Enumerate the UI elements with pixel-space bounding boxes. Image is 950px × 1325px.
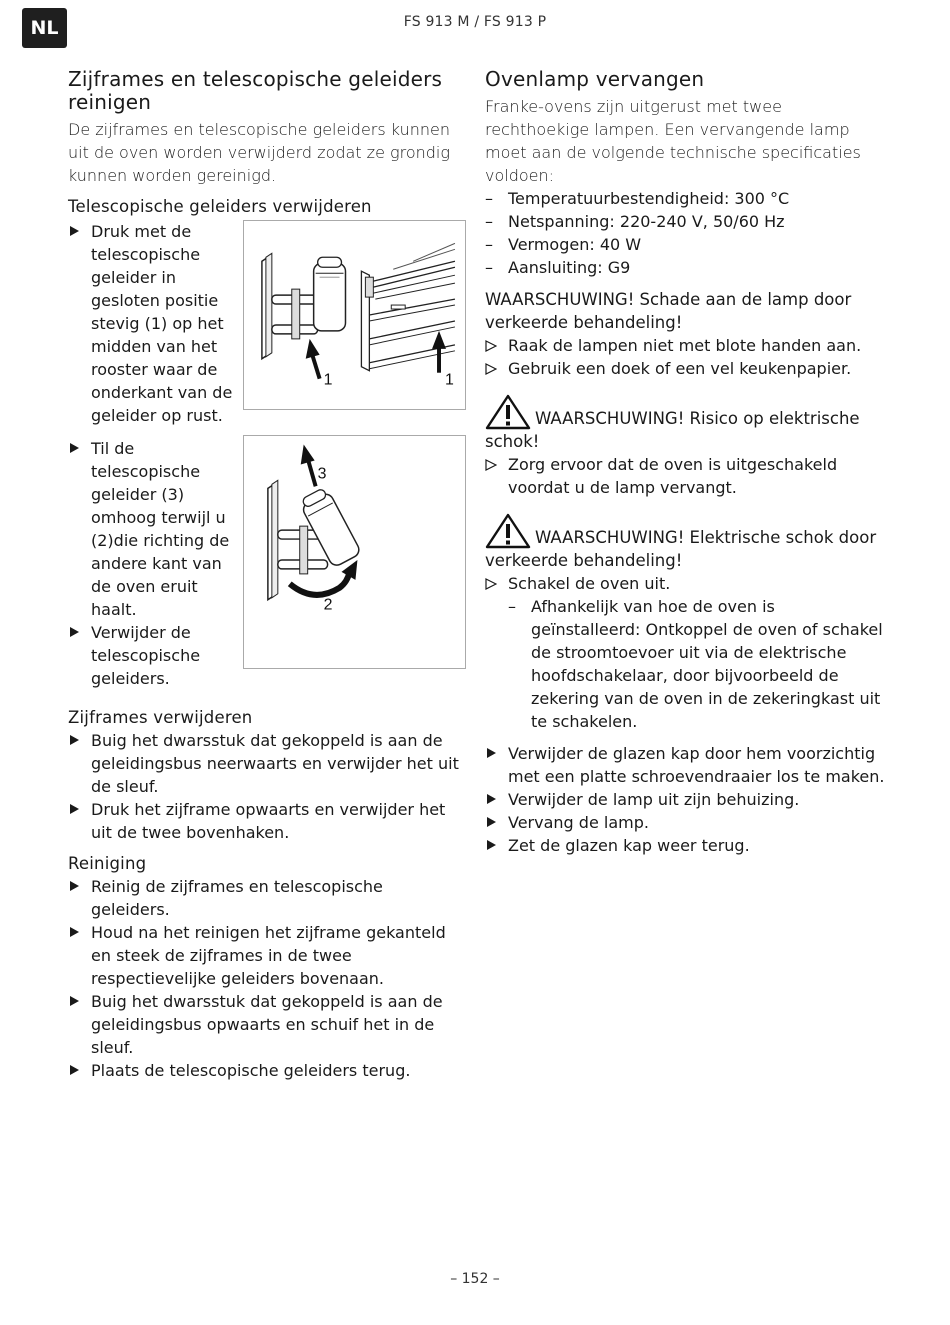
heading-remove-side-frames: Zijframes verwijderen bbox=[68, 708, 253, 727]
list-item: Buig het dwarsstuk dat gekoppeld is aan de geleidingsbus neerwaarts en verwijder het uit de sleuf. bbox=[68, 729, 466, 798]
fig2-label-a: 3 bbox=[317, 465, 327, 483]
spec-item: – Aansluiting: G9 bbox=[485, 256, 885, 279]
figure-lift-rail bbox=[243, 435, 466, 669]
language-tab: NL bbox=[22, 8, 67, 48]
warning-electric-shock-handling bbox=[485, 513, 885, 572]
outline-triangle-icon bbox=[485, 340, 497, 352]
page-number: – 152 – bbox=[450, 1271, 500, 1287]
section-title-rails: Zijframes en telescopische geleiders reinigen bbox=[68, 67, 443, 114]
list-item bbox=[485, 334, 885, 357]
list-item: Vervang de lamp. bbox=[485, 811, 885, 834]
list-item: Verwijder de glazen kap door hem voorzichtig met een platte schroevendraaier los te maken. bbox=[485, 742, 885, 788]
step-lift-rail: Til de telescopische geleider (3) omhoog terwijl u (2)die richting de andere kant van de oven eruit haalt. bbox=[68, 437, 243, 621]
warning-sub-list bbox=[485, 595, 885, 733]
warning-triangle-icon bbox=[485, 394, 531, 430]
list-item bbox=[485, 572, 885, 595]
warning-electric-shock-list bbox=[485, 453, 885, 499]
list-item-text: Gebruik een doek of een vel keukenpapier. bbox=[508, 359, 852, 378]
lamp-replacement-steps bbox=[485, 742, 885, 857]
list-cleaning bbox=[68, 875, 466, 1082]
list-item-text: Raak de lampen niet met blote handen aan. bbox=[508, 336, 862, 355]
spec-item: – Temperatuurbestendigheid: 300 °C bbox=[485, 187, 885, 210]
lamp-intro: Franke-ovens zijn uitgerust met twee rechthoekige lampen. Een vervangende lamp moet aan de volgende technische specificaties voldoen: bbox=[485, 97, 861, 185]
list-item: Zet de glazen kap weer terug. bbox=[485, 834, 885, 857]
heading-remove-telescopic: Telescopische geleiders verwijderen bbox=[68, 197, 372, 216]
warning-lamp-damage-list bbox=[485, 334, 885, 380]
section-title-lamp: Ovenlamp vervangen bbox=[485, 67, 705, 91]
list-item bbox=[485, 357, 885, 380]
list-item: Druk het zijframe opwaarts en verwijder het uit de twee bovenhaken. bbox=[68, 798, 466, 844]
list-item-text: Schakel de oven uit. bbox=[508, 574, 671, 593]
fig2-label-b: 2 bbox=[323, 596, 333, 614]
outline-triangle-icon bbox=[485, 459, 497, 471]
sub-list-item: – Afhankelijk van hoe de oven is geïnstalleerd: Ontkoppel de oven of schakel de stroomtoevoer uit via de elektrische hoofdschakelaar, door bijvoorbeeld de zekering van de oven in de zekeringkast uit te schakelen. bbox=[508, 595, 885, 733]
list-item: Houd na het reinigen het zijframe gekanteld en steek de zijframes in de twee respectievelijke geleiders bovenaan. bbox=[68, 921, 466, 990]
warning-title: WAARSCHUWING! Elektrische schok door verkeerde behandeling! bbox=[485, 528, 877, 570]
list-item: Buig het dwarsstuk dat gekoppeld is aan de geleidingsbus opwaarts en schuif het in de sleuf. bbox=[68, 990, 466, 1059]
list-item bbox=[485, 453, 885, 499]
spec-item: – Netspanning: 220-240 V, 50/60 Hz bbox=[485, 210, 885, 233]
left-column bbox=[68, 68, 466, 1082]
step-press-rail: Druk met de telescopische geleider in gesloten positie stevig (1) op het midden van het rooster waar de onderkant van de geleider op rust. bbox=[68, 220, 243, 427]
heading-cleaning: Reiniging bbox=[68, 854, 147, 873]
warning-lamp-damage: WAARSCHUWING! Schade aan de lamp door verkeerde behandeling! bbox=[485, 290, 852, 332]
warning-electric-shock-risk bbox=[485, 394, 885, 453]
right-column bbox=[485, 68, 885, 857]
list-item-text: Zorg ervoor dat de oven is uitgeschakeld voordat u de lamp vervangt. bbox=[508, 455, 838, 497]
step-row-2 bbox=[68, 435, 466, 690]
step-row-1 bbox=[68, 220, 466, 427]
outline-triangle-icon bbox=[485, 578, 497, 590]
warning-title: WAARSCHUWING! Risico op elektrische schok! bbox=[485, 409, 860, 451]
outline-triangle-icon bbox=[485, 363, 497, 375]
spec-item: – Vermogen: 40 W bbox=[485, 233, 885, 256]
fig1-label-b: 1 bbox=[445, 371, 454, 389]
rails-intro: De zijframes en telescopische geleiders kunnen uit de oven worden verwijderd zodat ze grondig kunnen worden gereinigd. bbox=[68, 120, 450, 185]
list-item: Reinig de zijframes en telescopische geleiders. bbox=[68, 875, 466, 921]
fig1-label-a: 1 bbox=[323, 371, 333, 389]
model-header: FS 913 M / FS 913 P bbox=[403, 14, 547, 30]
list-item: Verwijder de lamp uit zijn behuizing. bbox=[485, 788, 885, 811]
list-remove-side-frames bbox=[68, 729, 466, 844]
warning-triangle-icon bbox=[485, 513, 531, 549]
figure-press-rail bbox=[243, 220, 466, 410]
step-remove-rails: Verwijder de telescopische geleiders. bbox=[68, 621, 243, 690]
list-item: Plaats de telescopische geleiders terug. bbox=[68, 1059, 466, 1082]
warning-electric-handling-list bbox=[485, 572, 885, 595]
lamp-specs bbox=[485, 187, 885, 279]
